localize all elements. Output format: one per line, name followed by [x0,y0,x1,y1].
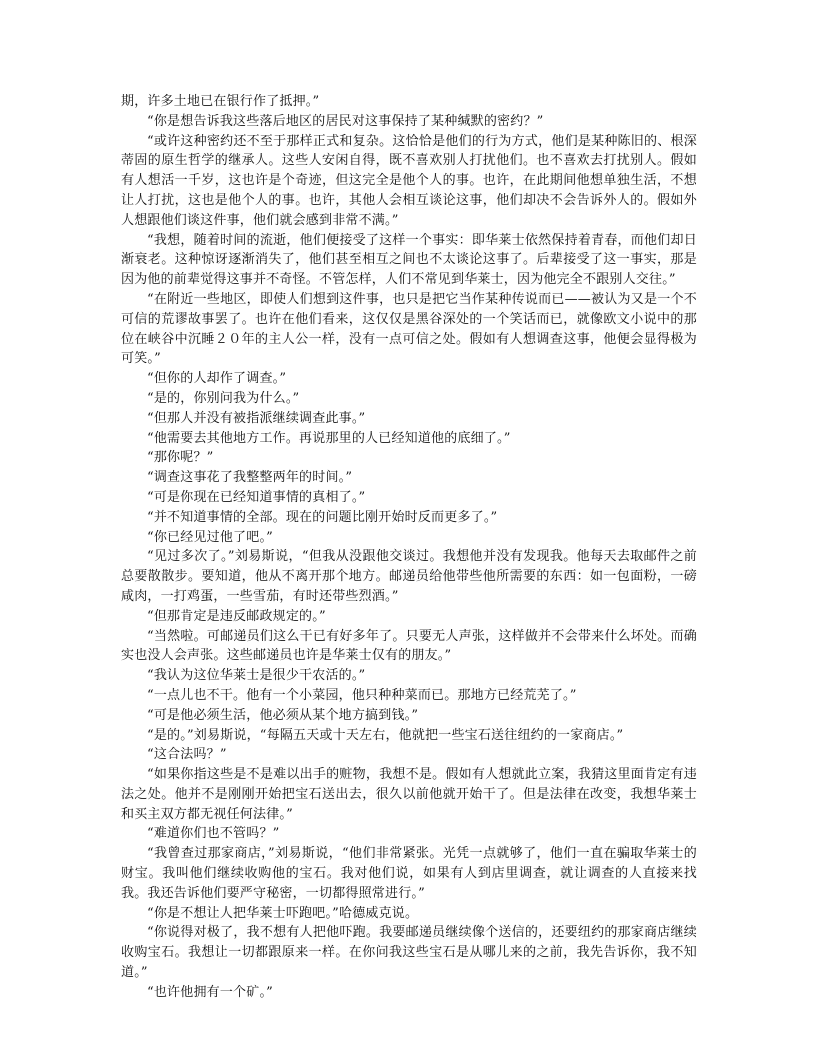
paragraph: “他需要去其他地方工作。再说那里的人已经知道他的底细了。” [147,430,511,446]
paragraph: “当然啦。可邮递员们这么干已有好多年了。只要无人声张，这样做并不会带来什么坏处。而确实也没人会声张。这些邮递员也许是华莱士仅有的朋友。” [121,628,697,664]
paragraph: “如果你指这些是不是难以出手的赃物，我想不是。假如有人想就此立案，我猜这里面肯定有违法之处。他并不是刚刚开始把宝石送出去，很久以前他就开始干了。但是法律在改变，我想华莱士和买主双方都无视任何法律。” [121,767,697,822]
paragraph: “那你呢？” [147,450,214,466]
paragraph: “可是你现在已经知道事情的真相了。” [147,489,366,505]
paragraph: “也许他拥有一个矿。” [147,984,273,1000]
paragraph: “是的，你别问我为什么。” [147,390,300,406]
paragraph: “但那人并没有被指派继续调查此事。” [147,410,366,426]
paragraph: “你是不想让人把华莱士吓跑吧。”哈德威克说。 [147,905,419,921]
paragraph: “可是他必须生活，他必须从某个地方搞到钱。” [147,707,419,723]
paragraph: “并不知道事情的全部。现在的问题比刚开始时反而更多了。” [147,509,498,525]
paragraph: “调查这事花了我整整两年的时间。” [147,470,353,486]
paragraph: “我认为这位华莱士是很少干农活的。” [147,668,366,684]
paragraph: “或许这种密约还不至于那样正式和复杂。这恰恰是他们的行为方式，他们是某种陈旧的、根深蒂固的原生哲学的继承人。这些人安闲自得，既不喜欢别人打扰他们。也不喜欢去打扰别人。假如有人想活一千岁，这也许是个奇迹，但这完全是他个人的事。也许，在此期间他想单独生活，不想让人打扰，这也是他个人的事。也许，其他人会相互谈论这事，他们却决不会告诉外人的。假如外人想跟他们谈这件事，他们就会感到非常不满。” [121,133,697,228]
paragraph: “难道你们也不管吗？” [147,826,280,842]
paragraph: “见过多次了。”刘易斯说，“但我从没跟他交谈过。我想他并没有发现我。他每天去取邮件之前总要散散步。要知道，他从不离开那个地方。邮递员给他带些他所需要的东西：如一包面粉，一磅咸肉，一打鸡蛋，一些雪茄，有时还带些烈酒。” [121,549,697,604]
paragraph: “这合法吗？” [147,747,227,763]
paragraph: “你已经见过他了吧。” [147,529,273,545]
paragraph: “你是想告诉我这些落后地区的居民对这事保持了某种缄默的密约？” [147,113,544,129]
document-page [121,92,697,1003]
paragraph: “你说得对极了，我不想有人把他吓跑。我要邮递员继续像个送信的，还要纽约的那家商店继续收购宝石。我想让一切都跟原来一样。在你问我这些宝石是从哪儿来的之前，我先告诉你，我不知道。” [121,925,697,981]
paragraph: “一点儿也不干。他有一个小菜园，他只种种菜而已。那地方已经荒芜了。” [147,687,577,703]
paragraph: “在附近一些地区，即使人们想到这件事，也只是把它当作某种传说而已——被认为又是一个不可信的荒谬故事罢了。也许在他们看来，这仅仅是黑谷深处的一个笑话而已，就像欧文小说中的那位在峡谷中沉睡２０年的主人公一样，没有一点可信之处。假如有人想调查这事，他便会显得极为可笑。” [121,291,697,367]
paragraph: “我想，随着时间的流逝，他们便接受了这样一个事实：即华莱士依然保持着青春，而他们却日渐衰老。这种惊讶逐渐消失了，他们甚至相互之间也不太谈论这事了。后辈接受了这一事实，那是因为他的前辈觉得这事并不奇怪。不管怎样，人们不常见到华莱士，因为他完全不跟别人交往。” [121,232,697,288]
paragraph: “但你的人却作了调查。” [147,371,287,387]
paragraph: “但那肯定是违反邮政规定的。” [147,608,326,624]
paragraph: “我曾查过那家商店，”刘易斯说，“他们非常紧张。光凭一点就够了，他们一直在骗取华莱士的财宝。我叫他们继续收购他的宝石。我对他们说，如果有人到店里调查，就让调查的人直接来找我。我还告诉他们要严守秘密，一切都得照常进行。” [121,846,697,901]
paragraph: “是的。”刘易斯说，“每隔五天或十天左右，他就把一些宝石送往纽约的一家商店。” [147,727,624,743]
paragraph: 期，许多土地已在银行作了抵押。” [121,94,320,109]
